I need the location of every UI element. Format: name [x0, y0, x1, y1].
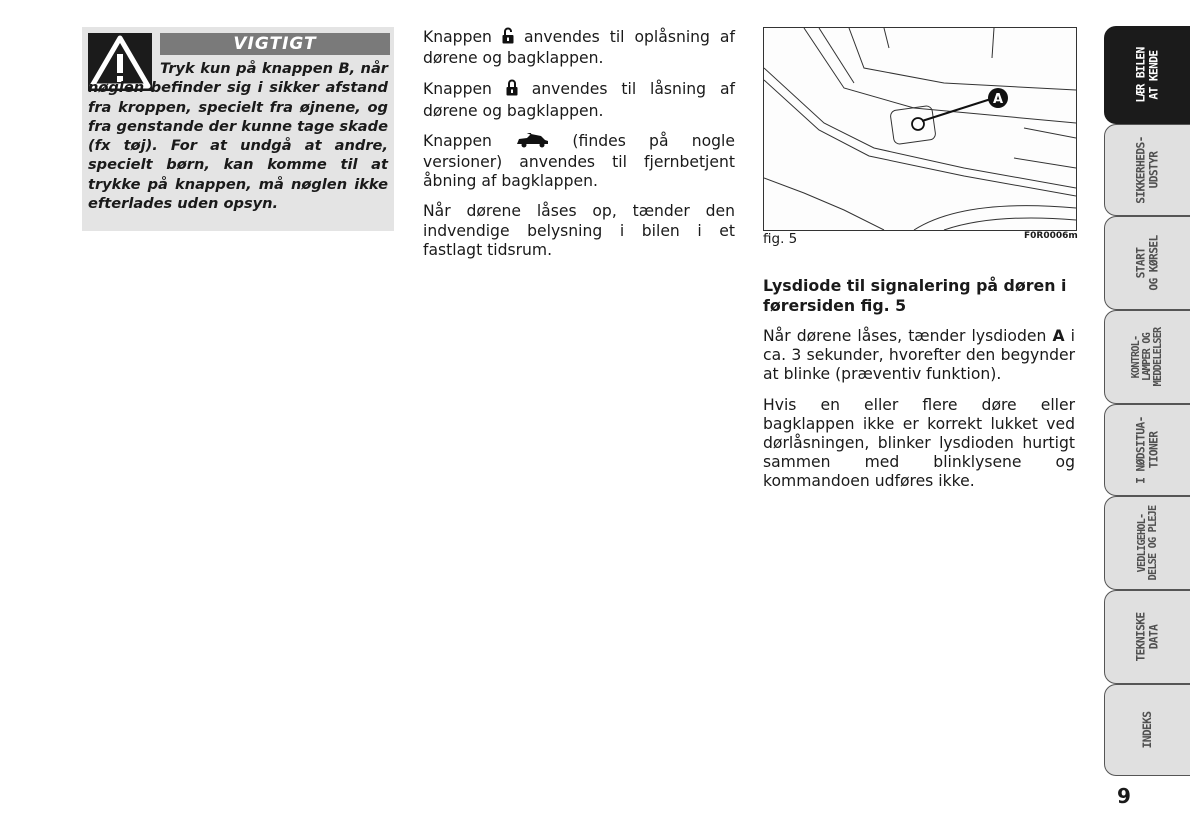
tab-sikkerhedsudstyr[interactable] [1104, 124, 1190, 216]
section-heading: Lysdiode til signalering på døren i førersiden fig. 5 [763, 276, 1067, 315]
paragraph-lock [423, 79, 735, 120]
text: anvendes til oplåsning af dørene og bagklappen. [423, 28, 735, 68]
paragraph-tailgate [423, 132, 735, 192]
text: Når dørene låses, tænder lysdioden [763, 327, 1047, 345]
text: i ca. 3 sekunder, hvorefter den begynder at blinke (præventiv funktion). [763, 327, 1075, 384]
lock-icon [506, 79, 518, 101]
tab-indeks[interactable] [1104, 684, 1190, 776]
paragraph-lighting: Når dørene låses op, tænder den indvendige belysning i bilen i et fastlagt tidsrum. [423, 202, 735, 259]
tab-label: INDEKS [1140, 711, 1154, 749]
paragraph-unlock [423, 27, 735, 68]
car-tailgate-icon [515, 133, 549, 153]
warning-box [82, 27, 394, 231]
text: Knappen [423, 80, 492, 99]
tab-label: VEDLIGEHOL- DELSE OG PLEJE [1136, 505, 1159, 581]
text: (findes på nogle versioner) anvendes til fjernbetjent åbning af bagklappen. [423, 131, 735, 191]
paragraph-led [763, 327, 1075, 385]
callout-a: A [992, 92, 1004, 107]
bold-led-label: A [1052, 327, 1065, 345]
tab-laer-bilen[interactable] [1104, 26, 1190, 124]
tab-vedligeholdelse[interactable] [1104, 496, 1190, 590]
figure-door-led [763, 27, 1077, 231]
tab-kontrollamper[interactable] [1104, 310, 1190, 404]
tab-label: START OG KØRSEL [1134, 235, 1160, 291]
page-number: 9 [1117, 784, 1131, 808]
unlock-icon [502, 27, 514, 49]
text: Knappen [423, 131, 492, 150]
figure-label: fig. 5 [763, 231, 798, 247]
tab-label: I NØDSITUA- TIONER [1134, 416, 1160, 484]
warning-title: VIGTIGT [160, 33, 390, 55]
right-column [763, 276, 1075, 503]
tab-nodsituationer[interactable] [1104, 404, 1190, 496]
tab-label: SIKKERHEDS- UDSTYR [1134, 136, 1160, 204]
tab-label: KONTROL- LAMPER OG MEDDELELSER [1131, 327, 1165, 387]
tab-label: LÆR BILEN AT KENDE [1134, 47, 1160, 103]
text: anvendes til låsning af dørene og bagklappen. [423, 80, 735, 120]
text: Knappen [423, 28, 492, 46]
warning-text: Tryk kun på knappen B, når nøglen befinder sig i sikker afstand fra kroppen, specielt fra øjnene, og fra genstande der kunne tage skade (fx tøj). For at undgå at andre, specielt børn, kan komme til at trykke på knappen, må nøglen ikke efterlades uden opsyn. [88, 60, 388, 213]
paragraph-blink: Hvis en eller flere døre eller bagklappen ikke er korrekt lukket ved dørlåsningen, blinker lysdioden hurtigt sammen med blinklysene og kommandoen udføres ikke. [763, 395, 1075, 491]
tab-label: TEKNISKE DATA [1134, 612, 1160, 662]
tab-start[interactable] [1104, 216, 1190, 310]
figure-code: F0R0006m [1024, 231, 1078, 241]
tab-tekniske-data[interactable] [1104, 590, 1190, 684]
middle-column [423, 27, 735, 271]
